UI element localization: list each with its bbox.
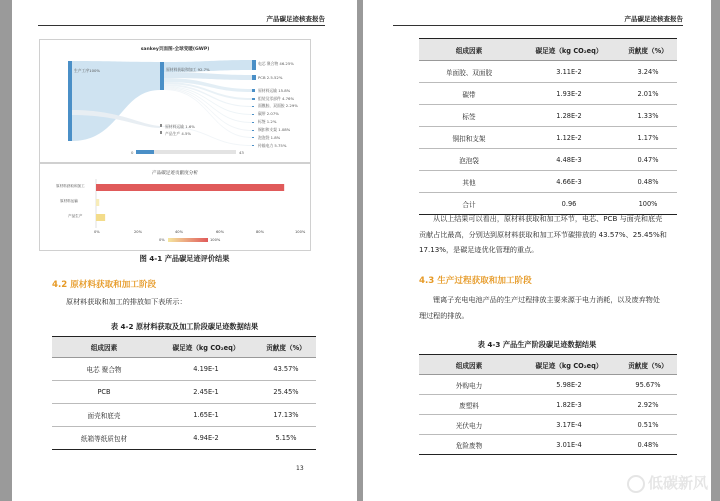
bar-chart (40, 164, 310, 250)
table-row (52, 381, 316, 404)
bar-legend-min: 0% (159, 238, 165, 242)
table-cell: 17.13% (256, 404, 316, 427)
table-cell: 2.01% (619, 83, 677, 105)
right-page (363, 0, 711, 501)
table-cell: 3.24% (619, 61, 677, 83)
bar-legend-max: 100% (210, 238, 221, 242)
table-cell: 泡泡袋 (419, 149, 519, 171)
sankey-right-label: 传输电力 5.75% (258, 143, 287, 148)
table-cell: 5.98E-2 (519, 375, 619, 395)
bar-x-tick: 40% (175, 230, 183, 234)
sankey-right-label: PCB 2.5.52% (258, 75, 283, 80)
paragraph-line: 贡献占比最高，分别达到原材料获取和加工环节碳排放的 43.57%、25.45%和 (419, 229, 667, 239)
table-cell: 碳带 (419, 83, 519, 105)
table-cell: PCB (52, 381, 156, 404)
bar-category-label: 产品生产 (68, 214, 83, 218)
watermark-text: 低碳新风 (647, 474, 708, 492)
table-cell: 2.92% (619, 395, 677, 415)
table-row (52, 358, 316, 381)
table-row (419, 149, 677, 171)
table-row (419, 375, 677, 395)
table-cell: 4.19E-1 (156, 358, 256, 381)
table-cell: 2.45E-1 (156, 381, 256, 404)
table-cell: 5.15% (256, 427, 316, 450)
table-header: 组成因素 (419, 39, 519, 61)
bar-x-tick: 60% (216, 230, 224, 234)
table-cell: 1.33% (619, 105, 677, 127)
bar-category-label: 原材料运输 (60, 199, 78, 203)
sankey-right-label: 碳带 2.07% (258, 111, 279, 116)
bar-0 (96, 184, 284, 191)
table-cell: 4.66E-3 (519, 171, 619, 193)
sankey-figure (39, 39, 311, 163)
table-cell: 0.48% (619, 171, 677, 193)
sankey-right-label: 泡泡袋 1.8% (258, 135, 281, 140)
watermark (627, 472, 708, 493)
table-row (419, 83, 677, 105)
table-cell: 43.57% (256, 358, 316, 381)
watermark-logo-icon (627, 475, 645, 493)
table-cell: 其他 (419, 171, 519, 193)
table-cell: 标签 (419, 105, 519, 127)
table-header: 碳足迹（kg CO₂eq） (156, 337, 256, 358)
table-header: 贡献度（%） (619, 355, 677, 375)
table-cell: 1.93E-2 (519, 83, 619, 105)
table-cell: 1.28E-2 (519, 105, 619, 127)
table-cell: 4.48E-3 (519, 149, 619, 171)
table-cell: 电芯 聚合物 (52, 358, 156, 381)
table-cell: 合计 (419, 193, 519, 215)
table-cell: 光伏电力 (419, 415, 519, 435)
bar-chart-title: 产品碳足迹贡献度分析 (152, 171, 198, 176)
bar-x-tick: 100% (295, 230, 306, 234)
table-row (419, 415, 677, 435)
table-cell: 4.94E-2 (156, 427, 256, 450)
table-cell: 1.12E-2 (519, 127, 619, 149)
sankey-side-label: 产品生产 4.5% (165, 131, 192, 136)
table-cell: 废塑料 (419, 395, 519, 415)
table-cell: 纸箱等纸质包材 (52, 427, 156, 450)
page-header: 产品碳足迹核查报告 (393, 14, 683, 26)
table-header: 碳足迹（kg CO₂eq） (519, 355, 619, 375)
sankey-right-label: 标签 1.2% (258, 119, 277, 124)
table-cell: 单面胶、双面胶 (419, 61, 519, 83)
table-caption: 表 4-3 产品生产阶段碳足迹数据结果 (477, 340, 597, 349)
bar-figure (39, 163, 311, 251)
table-cell: 25.45% (256, 381, 316, 404)
table-header: 组成因素 (419, 355, 519, 375)
table-cell: 1.82E-3 (519, 395, 619, 415)
table-cell: 3.11E-2 (519, 61, 619, 83)
sankey-mid-label: 原材料获取和加工 92.7% (166, 67, 210, 72)
page-number: 13 (296, 465, 304, 472)
sankey-root-label: 生产工序100% (74, 68, 101, 73)
table-cell: 1.17% (619, 127, 677, 149)
table-row (419, 127, 677, 149)
left-page (12, 0, 357, 501)
table-row (52, 427, 316, 450)
page-header: 产品碳足迹核查报告 (38, 14, 325, 26)
data-table (419, 354, 677, 455)
table-cell: 外购电力 (419, 375, 519, 395)
sankey-side-label: 原材料运输 1.6% (165, 124, 195, 129)
sankey-title: sankey页面图-全球变暖(GWP) (140, 47, 210, 52)
paragraph-line: 锂离子充电电池产品的生产过程排放主要来源于电力消耗，以及废弃物处 (433, 295, 660, 304)
sankey-right-label: 铜扣和支架 1.08% (258, 127, 291, 132)
table-header: 碳足迹（kg CO₂eq） (519, 39, 619, 61)
table-cell: 面壳和底壳 (52, 404, 156, 427)
paragraph-line: 理过程的排放。 (419, 310, 469, 320)
paragraph (419, 211, 689, 258)
table-cell: 铜扣和支架 (419, 127, 519, 149)
bar-category-label: 原材料获取和加工 (56, 184, 85, 188)
table-row (419, 171, 677, 193)
sankey-scale-max: 43 (239, 150, 244, 155)
table-cell: 0.47% (619, 149, 677, 171)
table-row (419, 435, 677, 455)
section-heading: 4.3 生产过程获取和加工阶段 (419, 276, 532, 286)
bar-1 (96, 199, 99, 206)
table-row (52, 404, 316, 427)
figure-caption: 图 4-1 产品碳足迹评价结果 (139, 254, 230, 263)
sankey-scale-min: 0 (131, 150, 134, 155)
sankey-right-label: 组装及零部件 4.76% (258, 96, 295, 101)
data-table (419, 38, 677, 215)
paragraph: 原材料获取和加工的排放如下表所示： (66, 297, 187, 306)
table-cell: 100% (619, 193, 677, 215)
table-row (419, 395, 677, 415)
sankey-right-label: 原材料运输 15.8% (258, 88, 291, 93)
table-row (419, 105, 677, 127)
table-cell: 0.96 (519, 193, 619, 215)
table-cell: 0.48% (619, 435, 677, 455)
paragraph-line: 从以上结果可以看出，原材料获取和加工环节，电芯、PCB 与面壳和底壳 (433, 214, 663, 223)
table-cell: 3.17E-4 (519, 415, 619, 435)
table-cell: 1.65E-1 (156, 404, 256, 427)
sankey-right-label: 面膜胶、双面胶 2.29% (258, 103, 298, 108)
table-header: 贡献度（%） (256, 337, 316, 358)
table-header: 组成因素 (52, 337, 156, 358)
table-cell: 0.51% (619, 415, 677, 435)
table-cell: 3.01E-4 (519, 435, 619, 455)
table-cell: 95.67% (619, 375, 677, 395)
bar-x-tick: 0% (94, 230, 100, 234)
paragraph-line: 17.13%，是碳足迹优化管理的重点。 (419, 245, 539, 254)
bar-2 (96, 214, 105, 221)
bar-x-tick: 20% (134, 230, 142, 234)
bar-x-tick: 80% (256, 230, 264, 234)
table-row (419, 61, 677, 83)
table-header: 贡献度（%） (619, 39, 677, 61)
sankey-right-label: 电芯 聚合物 46.25% (258, 61, 294, 66)
table-caption: 表 4-2 原材料获取及加工阶段碳足迹数据结果 (110, 322, 259, 331)
section-heading: 4.2 原材料获取和加工阶段 (52, 280, 157, 290)
data-table (52, 336, 316, 450)
paragraph (419, 292, 689, 323)
table-cell: 危险废物 (419, 435, 519, 455)
